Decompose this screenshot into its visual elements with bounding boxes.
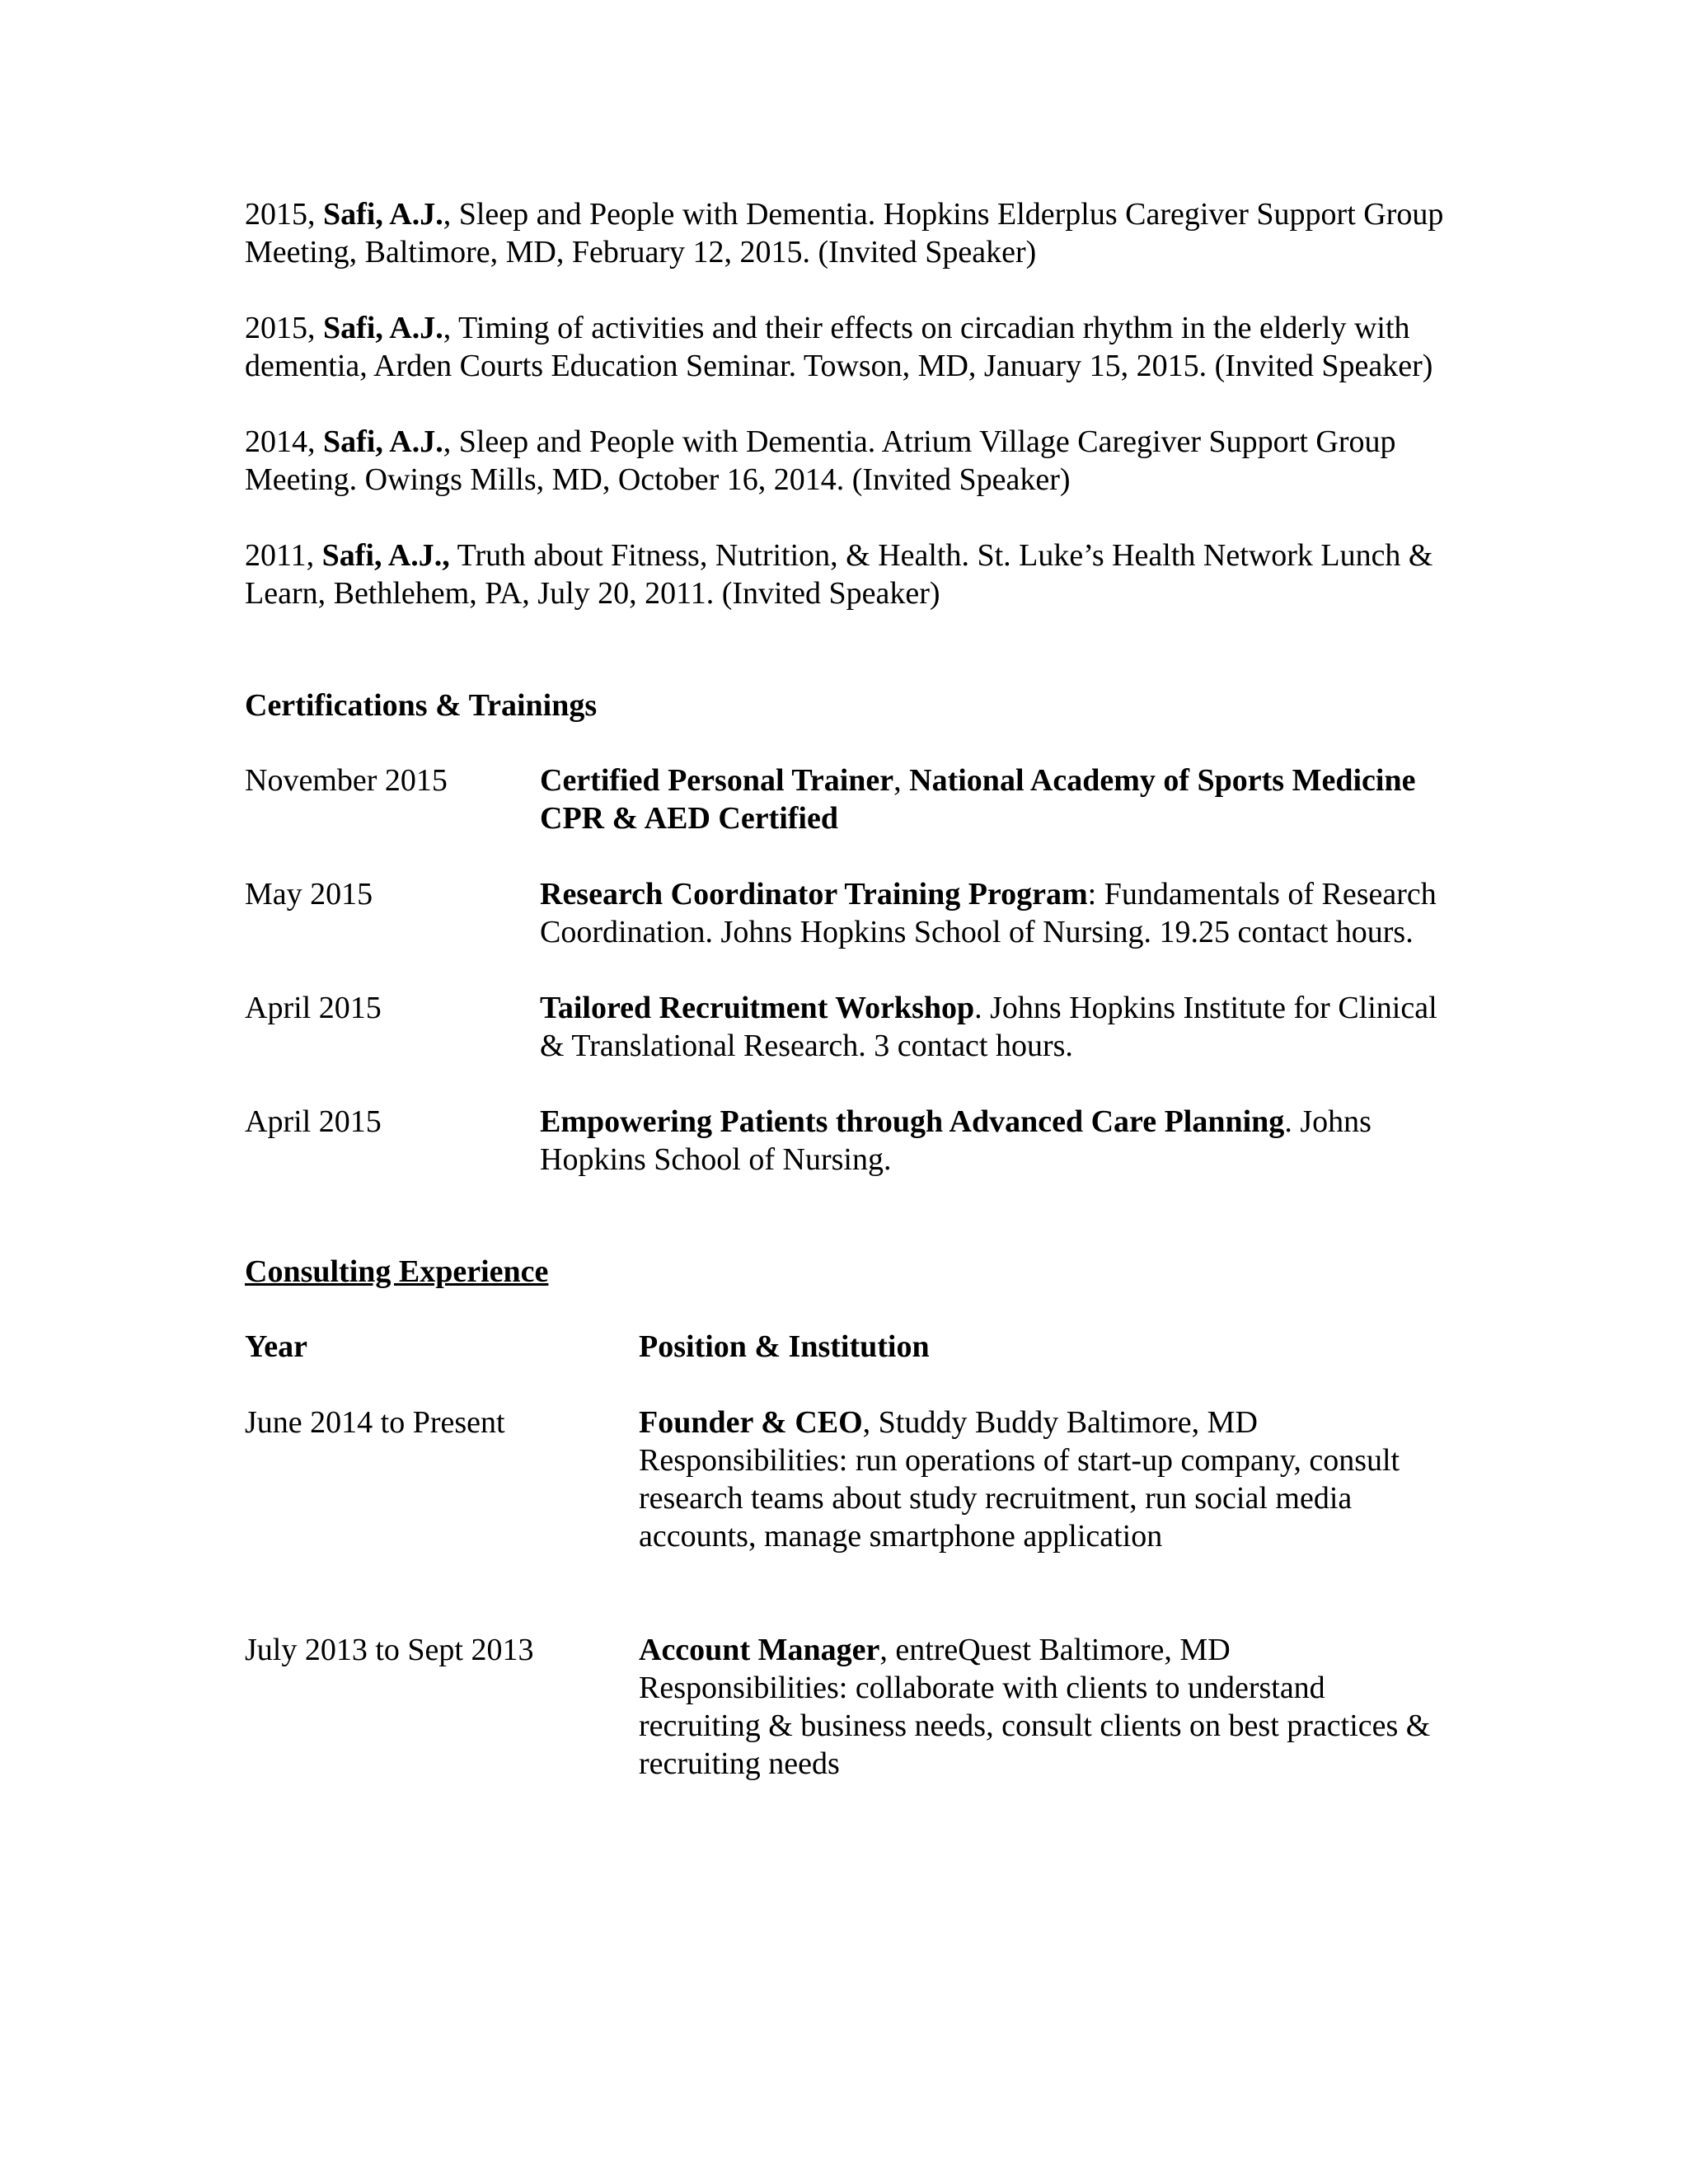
certification-rest: Johns Hopkins School of Nursing. [540,1104,1372,1177]
certification-title: Certified Personal Trainer [540,763,894,798]
presentation-entry [245,537,1448,612]
consulting-title: Founder & CEO [639,1405,863,1440]
certification-item [245,762,1448,837]
certification-sep: , [893,763,910,798]
presentation-entry [245,195,1448,271]
presentation-entry [245,309,1448,385]
consulting-header-row [245,1328,1448,1366]
certification-title: Empowering Patients through Advanced Care Planning [540,1104,1285,1139]
consulting-item [245,1631,1448,1783]
consulting-responsibilities: Responsibilities: run operations of start-up company, consult research teams about study recruitment, run social media accounts, manage smartphone application [639,1443,1400,1554]
consulting-org: , entreQuest Baltimore, MD [879,1633,1231,1667]
presentation-year: 2015, [245,197,323,232]
consulting-date: July 2013 to Sept 2013 [245,1633,534,1667]
consulting-heading: Consulting Experience [245,1254,549,1289]
presentation-entry [245,423,1448,499]
column-header-year: Year [245,1329,307,1364]
certification-rest: Fundamentals of Research Coordination. Johns Hopkins School of Nursing. 19.25 contact hours. [540,877,1437,949]
certification-sep: : [1087,877,1104,912]
presentation-text: Timing of activities and their effects on circadian rhythm in the elderly with dementia, Arden Courts Education Seminar. Towson, MD, January 15, 2015. (Invited Speaker) [245,311,1433,383]
certification-body [540,762,1448,837]
presentation-text: Sleep and People with Dementia. Atrium Village Caregiver Support Group Meeting. Owings Mills, MD, October 16, 2014. (Invited Speaker) [245,424,1396,497]
consulting-body [639,1631,1448,1783]
certification-org: National Academy of Sports Medicine [909,763,1416,798]
presentation-year: 2011, [245,538,322,573]
certification-extra: CPR & AED Certified [540,801,838,836]
presentation-author: Safi, A.J. [323,197,443,232]
certification-date: May 2015 [245,877,373,912]
certifications-heading: Certifications & Trainings [245,688,598,723]
certification-date: April 2015 [245,1104,382,1139]
consulting-title: Account Manager [639,1633,880,1667]
certification-rest: Johns Hopkins Institute for Clinical & Translational Research. 3 contact hours. [540,991,1437,1063]
certification-item [245,989,1448,1065]
certification-body [540,1103,1448,1179]
presentation-author: Safi, A.J., [321,538,450,573]
author-suffix: , [443,197,452,232]
certification-body [540,989,1448,1065]
author-suffix: , [443,424,452,459]
cv-page [245,195,1448,1821]
presentation-year: 2015, [245,311,323,345]
consulting-item [245,1404,1448,1555]
certification-date: November 2015 [245,763,448,798]
certification-sep: . [1284,1104,1301,1139]
author-suffix: , [443,311,452,345]
certification-sep: . [974,991,991,1025]
certification-title: Research Coordinator Training Program [540,877,1088,912]
certification-title: Tailored Recruitment Workshop [540,991,975,1025]
certification-body [540,875,1448,951]
presentation-author: Safi, A.J. [323,311,443,345]
consulting-responsibilities: Responsibilities: collaborate with clients to understand recruiting & business needs, consult clients on best practices & recruiting needs [639,1671,1431,1781]
consulting-org: , Studdy Buddy Baltimore, MD [862,1405,1258,1440]
presentation-author: Safi, A.J. [323,424,443,459]
certification-item [245,875,1448,951]
column-header-position: Position & Institution [639,1329,930,1364]
consulting-date: June 2014 to Present [245,1405,505,1440]
certification-item [245,1103,1448,1179]
consulting-body [639,1404,1448,1555]
presentation-text: Truth about Fitness, Nutrition, & Health. St. Luke’s Health Network Lunch & Learn, Bethlehem, PA, July 20, 2011. (Invited Speaker) [245,538,1433,611]
presentation-text: Sleep and People with Dementia. Hopkins Elderplus Caregiver Support Group Meeting, Baltimore, MD, February 12, 2015. (Invited Speaker) [245,197,1444,269]
presentation-year: 2014, [245,424,323,459]
certification-date: April 2015 [245,991,382,1025]
